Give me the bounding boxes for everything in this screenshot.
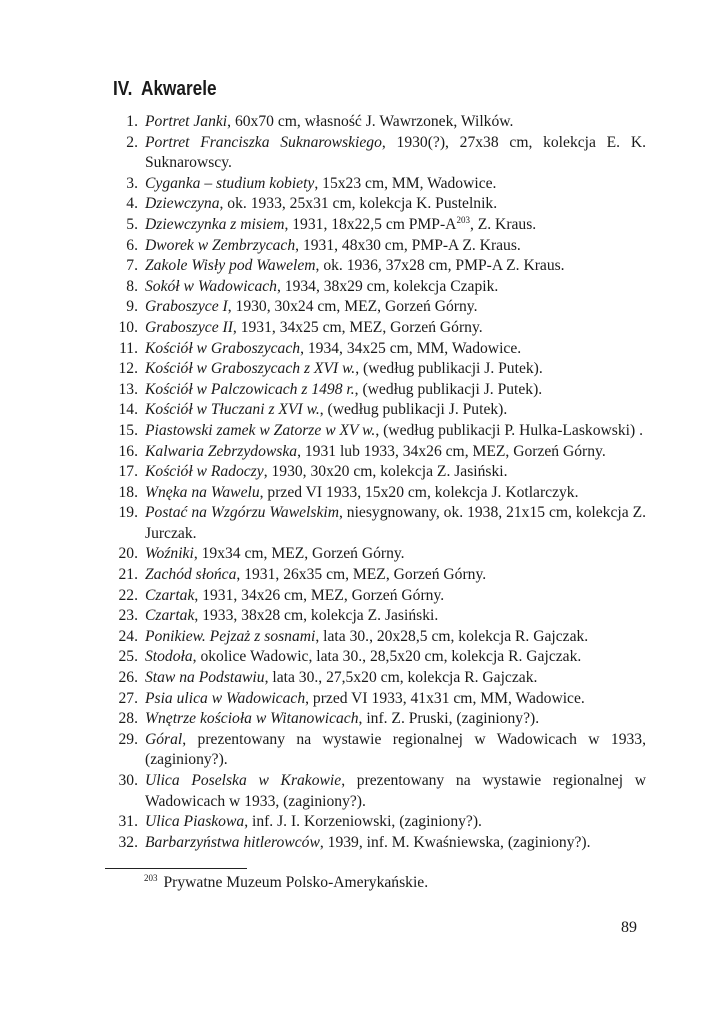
list-item	[106, 112, 646, 133]
artwork-title: Góral	[145, 730, 183, 748]
item-number: 16.	[118, 442, 138, 460]
list-item	[106, 833, 646, 854]
list-item	[106, 174, 646, 195]
artwork-details: , lata 30., 27,5x20 cm, kolekcja R. Gajczak.	[264, 669, 538, 687]
item-number: 27.	[118, 689, 138, 707]
artwork-details-cont: , Z. Kraus.	[469, 215, 537, 233]
artwork-title: Postać na Wzgórzu Wawelskim	[145, 504, 339, 522]
artwork-title: Wnęka na Wawelu	[145, 483, 260, 501]
item-number: 8.	[126, 277, 138, 295]
item-number: 1.	[126, 113, 138, 130]
artwork-details: , prezentowany na wystawie regionalnej w Wadowicach w 1933, (zaginiony?).	[145, 772, 646, 810]
list-item	[106, 359, 646, 380]
artwork-title: Czartak	[145, 607, 195, 625]
artwork-details: , 1931, 48x30 cm, PMP-A Z. Kraus.	[295, 236, 521, 254]
item-number: 26.	[118, 669, 138, 687]
artwork-details: , 15x23 cm, MM, Wadowice.	[314, 174, 497, 192]
artwork-title: Stodoła	[145, 648, 193, 666]
artwork-title: Portret Janki	[145, 113, 228, 130]
list-item	[106, 647, 646, 668]
item-number: 31.	[118, 813, 138, 831]
list-item	[106, 503, 646, 544]
item-number: 15.	[118, 421, 138, 439]
item-number: 12.	[118, 360, 138, 378]
artwork-details: , 1931, 34x26 cm, MEZ, Gorzeń Górny.	[194, 586, 445, 604]
artwork-details: , 19x34 cm, MEZ, Gorzeń Górny.	[193, 545, 405, 563]
artwork-details: , 1931, 26x35 cm, MEZ, Gorzeń Górny.	[236, 566, 487, 584]
artwork-details: , 1931, 34x25 cm, MEZ, Gorzeń Górny.	[232, 318, 483, 336]
item-number: 20.	[118, 545, 138, 563]
item-number: 18.	[118, 483, 138, 501]
list-item	[106, 730, 646, 771]
item-number: 13.	[118, 380, 138, 398]
artwork-title: Ulica Piaskowa	[145, 813, 245, 831]
artwork-title: Dworek w Zembrzycach	[145, 236, 296, 254]
item-number: 25.	[118, 648, 138, 666]
artwork-title: Zakole Wisły pod Wawelem	[145, 257, 316, 275]
list-item	[106, 689, 646, 710]
list-item	[106, 133, 646, 174]
artwork-title: Cyganka – studium kobiety	[145, 174, 315, 192]
list-item	[106, 544, 646, 565]
item-number: 14.	[118, 401, 138, 419]
list-item	[106, 297, 646, 318]
item-number: 28.	[118, 710, 138, 728]
footnote	[144, 874, 428, 892]
artwork-details: , przed VI 1933, 15x20 cm, kolekcja J. Kotlarczyk.	[259, 483, 579, 501]
artwork-details: , inf. J. I. Korzeniowski, (zaginiony?).	[244, 813, 482, 831]
artwork-title: Barbarzyństwa hitlerowców	[145, 833, 320, 851]
artwork-title: Dziewczyna	[145, 195, 220, 213]
artwork-title: Kalwaria Zebrzydowska	[145, 442, 298, 460]
artwork-title: Ponikiew. Pejzaż z sosnami	[145, 627, 316, 645]
artwork-details: , ok. 1936, 37x28 cm, PMP-A Z. Kraus.	[315, 257, 565, 275]
list-item	[106, 380, 646, 401]
artwork-details: , 1930, 30x24 cm, MEZ, Gorzeń Górny.	[227, 298, 478, 316]
artwork-title: Kościół w Graboszycach	[145, 339, 301, 357]
artwork-title: Sokół w Wadowicach	[145, 277, 277, 295]
item-number: 4.	[126, 195, 138, 213]
list-item	[106, 194, 646, 215]
artwork-details: , przed VI 1933, 41x31 cm, MM, Wadowice.	[305, 689, 585, 707]
artwork-title: Graboszyce II	[145, 318, 233, 336]
item-number: 23.	[118, 607, 138, 625]
artwork-title: Woźniki	[145, 545, 194, 563]
artwork-title: Kościół w Tłuczani z XVI w.	[145, 401, 320, 419]
artwork-details: , (według publikacji J. Putek).	[354, 380, 543, 398]
item-number: 11.	[119, 339, 138, 357]
artwork-title: Kościół w Palczowicach z 1498 r.	[145, 380, 355, 398]
footnote-divider	[105, 868, 247, 869]
list-item	[106, 421, 646, 442]
list-item	[106, 400, 646, 421]
item-number: 6.	[126, 236, 138, 254]
artwork-list	[106, 112, 646, 853]
item-number: 9.	[126, 298, 138, 316]
list-item	[106, 606, 646, 627]
footnote-marker: 203	[144, 872, 158, 883]
list-item	[106, 812, 646, 833]
item-number: 22.	[118, 586, 138, 604]
item-number: 21.	[118, 566, 138, 584]
list-item	[106, 586, 646, 607]
artwork-details: , 1933, 38x28 cm, kolekcja Z. Jasiński.	[194, 607, 439, 625]
artwork-details: , okolice Wadowic, lata 30., 28,5x20 cm, kolekcja R. Gajczak.	[192, 648, 582, 666]
artwork-title: Ulica Poselska w Krakowie	[145, 772, 342, 789]
list-item	[106, 771, 646, 812]
item-number: 7.	[126, 257, 138, 275]
artwork-title: Staw na Podstawiu	[145, 669, 265, 687]
artwork-title: Czartak	[145, 586, 195, 604]
artwork-title: Portret Franciszka Suknarowskiego	[145, 133, 382, 151]
artwork-details: , (według publikacji J. Putek).	[319, 401, 508, 419]
item-number: 24.	[118, 627, 138, 645]
page-number: 89	[621, 919, 637, 936]
footnote-reference: 203	[456, 214, 470, 225]
artwork-details: , inf. Z. Pruski, (zaginiony?).	[358, 710, 540, 728]
item-number: 3.	[126, 174, 138, 192]
artwork-details: , 1934, 38x29 cm, kolekcja Czapik.	[276, 277, 499, 295]
item-number: 19.	[118, 504, 138, 522]
artwork-details: , prezentowany na wystawie regionalnej w Wadowicach w 1933, (zaginiony?).	[145, 730, 646, 769]
footnote-text: Prywatne Muzeum Polsko-Amerykańskie.	[163, 874, 429, 891]
artwork-details: , 1939, inf. M. Kwaśniewska, (zaginiony?).	[319, 833, 591, 851]
artwork-details: , niesygnowany, ok. 1938, 21x15 cm, kolekcja Z. Jurczak.	[145, 504, 646, 542]
item-number: 17.	[118, 463, 138, 481]
list-item	[106, 442, 646, 463]
list-item	[106, 339, 646, 360]
artwork-title: Dziewczynka z misiem	[145, 215, 285, 233]
artwork-details: , ok. 1933, 25x31 cm, kolekcja K. Pustelnik.	[219, 195, 498, 213]
list-item	[106, 236, 646, 257]
item-number: 2.	[126, 133, 138, 151]
artwork-title: Graboszyce I	[145, 298, 228, 316]
list-item	[106, 483, 646, 504]
artwork-details: , 1930(?), 27x38 cm, kolekcja E. K. Suknarowscy.	[145, 133, 646, 172]
artwork-details: , lata 30., 20x28,5 cm, kolekcja R. Gajczak.	[315, 627, 589, 645]
item-number: 5.	[126, 215, 138, 233]
item-number: 30.	[118, 772, 138, 789]
list-item	[106, 277, 646, 298]
artwork-title: Kościół w Graboszycach z XVI w.	[145, 360, 356, 378]
artwork-details: , 1931 lub 1933, 34x26 cm, MEZ, Gorzeń Górny.	[297, 442, 606, 460]
artwork-title: Zachód słońca	[145, 566, 237, 584]
section-number: IV.	[113, 78, 133, 100]
artwork-title: Wnętrze kościoła w Witanowicach	[145, 710, 359, 728]
artwork-details: , (według publikacji J. Putek).	[355, 360, 543, 378]
item-number: 32.	[118, 833, 138, 851]
list-item	[106, 668, 646, 689]
item-number: 10.	[118, 318, 138, 336]
list-item	[106, 215, 646, 236]
artwork-title: Piastowski zamek w Zatorze w XV w.	[145, 421, 376, 439]
artwork-details: , 1934, 34x25 cm, MM, Wadowice.	[300, 339, 522, 357]
list-item	[106, 627, 646, 648]
list-item	[106, 462, 646, 483]
section-heading	[113, 78, 217, 101]
artwork-title: Psia ulica w Wadowicach	[145, 689, 306, 707]
artwork-details: , 1930, 30x20 cm, kolekcja Z. Jasiński.	[263, 463, 508, 481]
artwork-details: , 1931, 18x22,5 cm PMP-A	[284, 215, 457, 233]
artwork-details: , 60x70 cm, własność J. Wawrzonek, Wilków.	[227, 113, 514, 130]
list-item	[106, 318, 646, 339]
section-title: Akwarele	[141, 78, 217, 100]
artwork-title: Kościół w Radoczy	[145, 463, 264, 481]
list-item	[106, 709, 646, 730]
list-item	[106, 565, 646, 586]
list-item	[106, 256, 646, 277]
artwork-details: , (według publikacji P. Hulka-Laskowski) .	[375, 421, 643, 439]
item-number: 29.	[118, 730, 138, 748]
